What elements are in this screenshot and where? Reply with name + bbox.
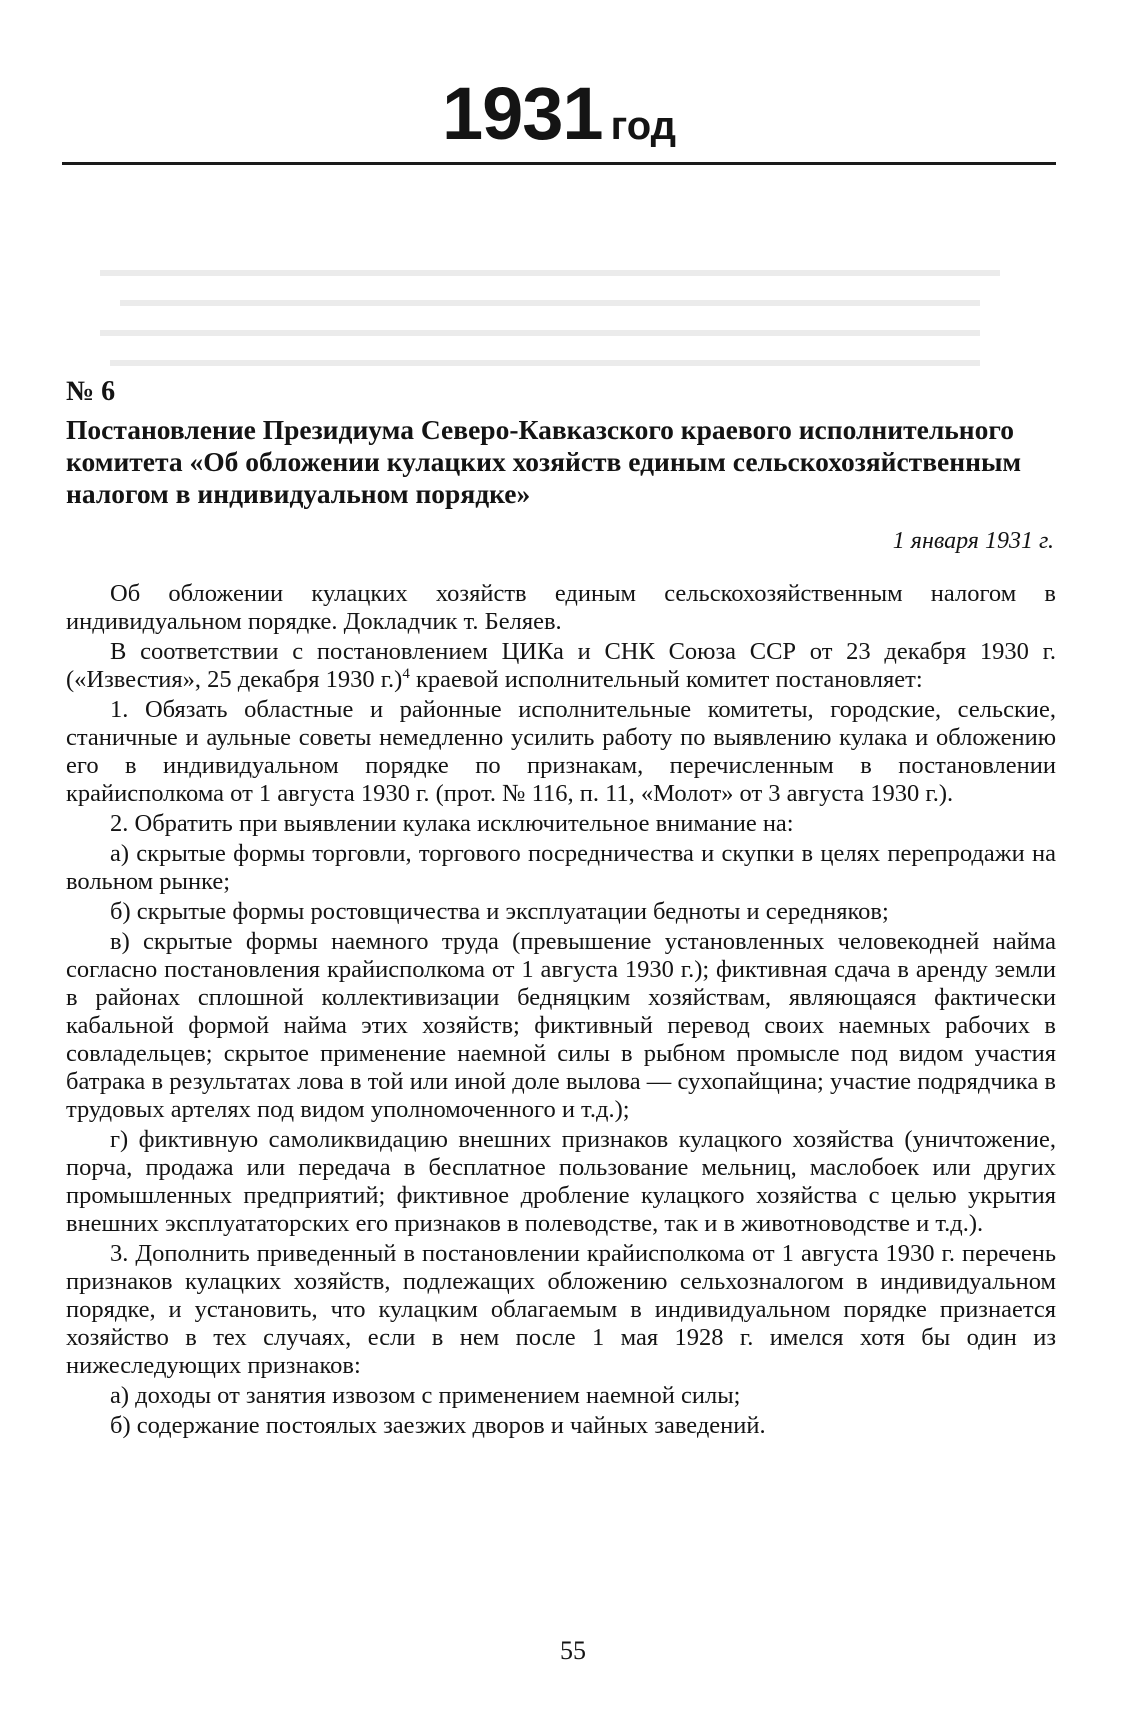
year-number: 1931 xyxy=(441,72,603,155)
paragraph-item-2: 2. Обратить при выявлении кулака исключительное внимание на: xyxy=(110,810,794,837)
document-number: № 6 xyxy=(66,376,116,407)
preamble-text: В соответствии с постановлением ЦИКа и СНК Союза ССР от 23 декабря 1930 г. («Известия», 25 декабря 1930 г.) xyxy=(66,638,1056,693)
paragraph-item-2b: б) скрытые формы ростовщичества и эксплуатации бедноты и середняков; xyxy=(110,898,889,925)
paragraph-subject: Об обложении кулацких хозяйств единым сельскохозяйственным налогом в индивидуальном порядке. Докладчик т. Беляев. xyxy=(66,580,1056,635)
paragraph-item-2d: г) фиктивную самоликвидацию внешних признаков кулацкого хозяйства (уничтожение, порча, продажа или передача в бесплатное пользование мельниц, маслобоек или других промышленных предприятий; фиктивное дробление кулацкого хозяйства с целью укрытия внешних эксплуататорских его признаков в полеводстве, так и в животноводстве и т.д.). xyxy=(66,1126,1056,1237)
paragraph-item-3: 3. Дополнить приведенный в постановлении крайисполкома от 1 августа 1930 г. перечень признаков кулацких хозяйств, подлежащих обложению сельхозналогом в индивидуальном порядке, и установить, что кулацким облагаемым в индивидуальном порядке признается хозяйство в тех случаях, если в нем после 1 мая 1928 г. имелся хотя бы один из нижеследующих признаков: xyxy=(66,1240,1056,1379)
document-date: 1 января 1931 г. xyxy=(892,528,1054,554)
document-body xyxy=(66,580,1056,1440)
paragraph-item-2c: в) скрытые формы наемного труда (превышение установленных человекодней найма согласно постановления крайисполкома от 1 августа 1930 г.); фиктивная сдача в аренду земли в районах сплошной коллективизации бедняцким хозяйствам, являющаяся фактически кабальной формой найма этих хозяйств; фиктивный перевод своих наемных рабочих в совладельцев; скрытое применение наемной силы в рыбном промысле под видом участия батрака в результатах лова в той или иной доле вылова — сухопайщина; участие подрядчика в трудовых артелях под видом уполномоченного и т.д.); xyxy=(66,928,1056,1123)
preamble-text-end: краевой исполнительный комитет постановляет: xyxy=(409,666,923,693)
chapter-year-header xyxy=(62,70,1056,165)
paragraph-item-3b: б) содержание постоялых заезжих дворов и чайных заведений. xyxy=(110,1412,766,1439)
page-number: 55 xyxy=(560,1636,586,1665)
paragraph-item-3a: а) доходы от занятия извозом с применением наемной силы; xyxy=(110,1382,741,1409)
show-through-texture xyxy=(100,260,1000,400)
year-word: год xyxy=(610,104,677,148)
footnote-marker: 4 xyxy=(402,665,410,682)
document-title: Постановление Президиума Северо-Кавказского краевого исполнительного комитета «Об обложении кулацких хозяйств единым сельскохозяйственным налогом в индивидуальном порядке» xyxy=(66,414,1022,509)
paragraph-item-1: 1. Обязать областные и районные исполнительные комитеты, городские, сельские, станичные и аульные советы немедленно усилить работу по выявлению кулака и обложению его в индивидуальном порядке по признакам, перечисленным в постановлении крайисполкома от 1 августа 1930 г. (прот. № 116, п. 11, «Молот» от 3 августа 1930 г.). xyxy=(66,696,1056,807)
paragraph-item-2a: а) скрытые формы торговли, торгового посредничества и скупки в целях перепродажи на вольном рынке; xyxy=(66,840,1056,895)
paragraph-preamble xyxy=(66,638,1056,694)
